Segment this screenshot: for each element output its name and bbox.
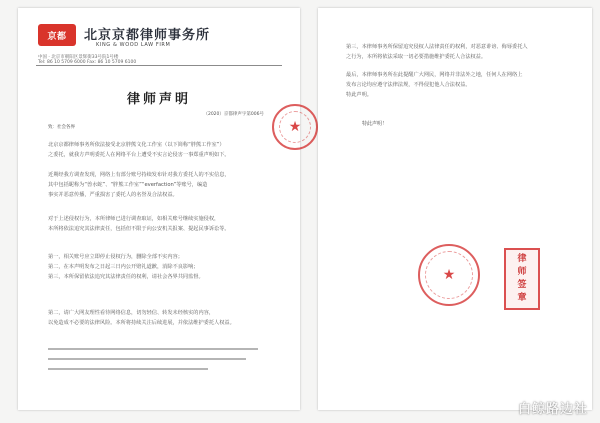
- paragraph-line: 之行为，本所将依法采取一切必要措施维护委托人合法权益。: [346, 54, 487, 60]
- firm-name-chinese: 北京京都律师事务所: [84, 28, 211, 43]
- header-divider: [36, 65, 282, 66]
- redacted-line: [48, 344, 270, 354]
- paragraph-3: [48, 214, 270, 234]
- statement-page-1: [18, 8, 300, 410]
- paragraph-2: [48, 170, 270, 200]
- document-number: （2020）京都律声字第006号: [203, 112, 264, 117]
- logo-text: 京都: [47, 31, 67, 42]
- statement-page-2: [318, 8, 592, 410]
- firm-seal-stamp: [418, 244, 480, 306]
- paragraph-line: 本所将依法追究其法律责任，包括但不限于向公安机关报案、提起民事诉讼等。: [48, 226, 230, 232]
- firm-address-line-2: Tel: 86 10 5709 6000 Fax: 86 10 5709 6100: [38, 60, 137, 65]
- paragraph-line: 事实并恶意传播，严重损害了委托人的名誉及合法权益。: [48, 192, 178, 198]
- paragraph-4: [48, 252, 270, 282]
- paragraph-line: 北京京都律师事务所依法接受北京胖熊文化工作室（以下简称“胖熊工作室”）: [48, 142, 225, 148]
- law-firm-logo: [38, 24, 76, 46]
- paragraph-line: 其中包括昵称为“兽水蛇”、“胖熊工作室”“everfaction”等账号，编造: [48, 182, 208, 188]
- seal-star-icon: ★: [288, 119, 302, 135]
- page2-paragraph-2: [346, 70, 568, 100]
- paragraph-line: 之委托，就我方声明委托人在网络平台上遭受不实言论侵害一事郑重声明如下。: [48, 152, 230, 158]
- stamp-char: 签: [517, 280, 527, 290]
- salutation: 致：社会各界: [48, 125, 75, 130]
- stamp-char: 律: [517, 254, 527, 264]
- paragraph-line: 第一，相关账号应立即停止侵权行为，删除全部不实内容；: [48, 254, 183, 260]
- paragraph-line: 特此声明。: [346, 92, 372, 98]
- document-title: 律师声明: [126, 92, 191, 107]
- sign-off: 特此声明！: [362, 121, 388, 127]
- paragraph-line: 以免造成不必要的法律风险。本所将持续关注后续进展，并依法维护委托人权益。: [48, 320, 235, 326]
- paragraph-line: 近期经我方调查发现，网络上有部分账号持续发布针对我方委托人的不实信息，: [48, 172, 230, 178]
- law-firm-letterhead: [38, 24, 288, 64]
- firm-name-english: KING & WOOD LAW FIRM: [96, 42, 171, 48]
- stamp-char: 章: [517, 293, 527, 303]
- paragraph-line: 第三，本所保留依法追究其法律责任的权利，请社会各界共同监督。: [48, 274, 204, 280]
- redacted-lines: [48, 344, 270, 374]
- stamp-char: 师: [517, 267, 527, 277]
- redacted-line: [48, 364, 270, 374]
- page2-paragraph-1: [346, 42, 568, 62]
- paragraph-line: 发布言论均应遵守法律法规，不得侵犯他人合法权益。: [346, 82, 471, 88]
- paragraph-line: 第二，请广大网友理性看待网络信息，切勿轻信、转发未经核实的内容，: [48, 310, 215, 316]
- paragraph-5: [48, 308, 270, 328]
- paragraph-line: 最后，本律师事务所在此提醒广大网民，网络并非法外之地，任何人在网络上: [346, 72, 523, 78]
- seal-star-icon: ★: [442, 267, 456, 283]
- paragraph-line: 对于上述侵权行为，本所律师已进行调查取证，如相关账号继续实施侵权，: [48, 216, 220, 222]
- lawyer-signature-stamp: [504, 248, 540, 310]
- paragraph-line: 第三，本律师事务所保留追究侵权人法律责任的权利，对恶意诽谤、侮辱委托人: [346, 44, 528, 50]
- paragraph-1: [48, 140, 270, 160]
- firm-address-line-1: 中国 · 北京市朝阳区景辉街33号院1号楼: [38, 55, 119, 60]
- firm-seal-stamp: [272, 104, 318, 150]
- paragraph-line: 第二，在本声明发布之日起三日内公开赔礼道歉，消除不良影响；: [48, 264, 199, 270]
- source-watermark: 白鲸路边社: [517, 402, 588, 417]
- redacted-line: [48, 354, 270, 364]
